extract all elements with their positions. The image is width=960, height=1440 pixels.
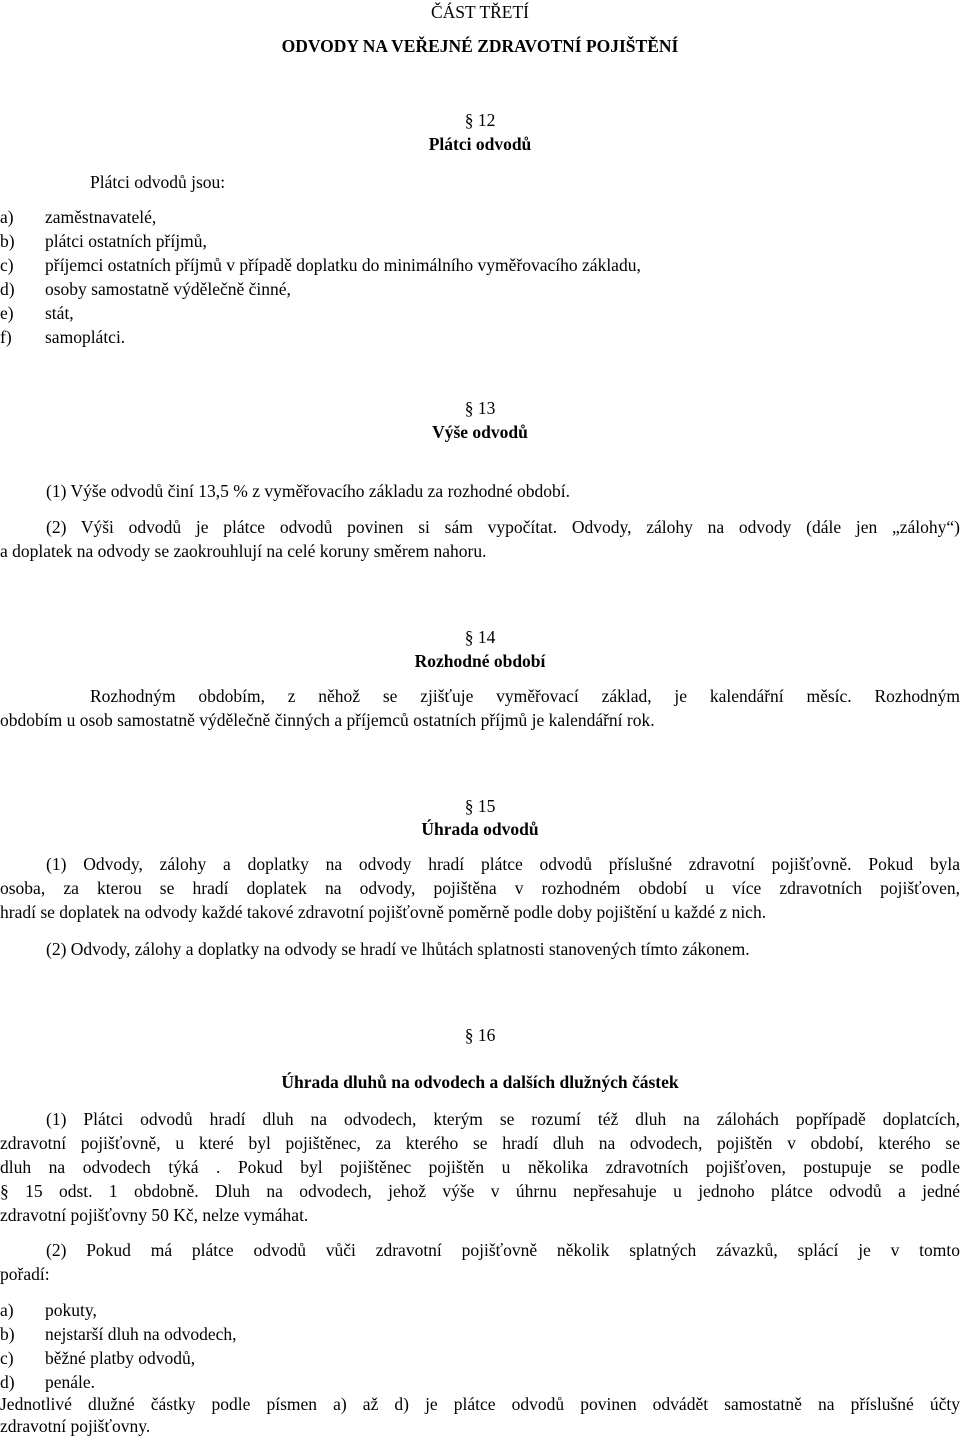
- section-13-number: § 13: [464, 398, 496, 418]
- main-title: ODVODY NA VEŘEJNÉ ZDRAVOTNÍ POJIŠTĚNÍ: [281, 36, 679, 56]
- section-14-line-2: obdobím u osob samostatně výdělečně činných a příjemců ostatních příjmů je kalendářní rok.: [0, 710, 655, 730]
- list-text: samoplátci.: [45, 327, 126, 347]
- list-marker: a): [0, 207, 14, 227]
- section-16-paragraph-1-line-2: zdravotní pojišťovně, u které byl pojištěnec, za kterého se hradí dluh na odvodech, pojištěn v období, kterého se: [0, 1133, 960, 1153]
- section-15-paragraph-2: (2) Odvody, zálohy a doplatky na odvody se hradí ve lhůtách splatnosti stanovených tímto zákonem.: [46, 939, 750, 959]
- list-marker: b): [0, 1324, 15, 1344]
- list-text: příjemci ostatních příjmů v případě doplatku do minimálního vyměřovacího základu,: [45, 255, 641, 275]
- section-14-number: § 14: [464, 627, 496, 647]
- list-text: plátci ostatních příjmů,: [45, 231, 207, 251]
- section-16-paragraph-1-line-4: § 15 odst. 1 obdobně. Dluh na odvodech, jehož výše v úhrnu nepřesahuje u jednoho plátce odvodů a jedné: [0, 1181, 960, 1201]
- section-12-number: § 12: [464, 110, 496, 130]
- section-14-title: Rozhodné období: [414, 651, 546, 671]
- section-15-paragraph-1-line-1: (1) Odvody, zálohy a doplatky na odvody hradí plátce odvodů příslušné zdravotní pojišťovně. Pokud byla: [46, 854, 960, 874]
- list-marker: f): [0, 327, 12, 347]
- section-16-paragraph-2-line-2: pořadí:: [0, 1264, 50, 1284]
- section-16-closing-line-2: zdravotní pojišťovny.: [0, 1416, 151, 1436]
- list-marker: d): [0, 279, 15, 299]
- list-marker: c): [0, 1348, 14, 1368]
- list-text: běžné platby odvodů,: [45, 1348, 196, 1368]
- section-12-intro: Plátci odvodů jsou:: [90, 172, 226, 192]
- section-13-title: Výše odvodů: [432, 422, 528, 442]
- list-marker: c): [0, 255, 14, 275]
- list-text: nejstarší dluh na odvodech,: [45, 1324, 237, 1344]
- section-16-title: Úhrada dluhů na odvodech a dalších dlužných částek: [281, 1072, 679, 1092]
- section-15-paragraph-1-line-3: hradí se doplatek na odvody každé takové zdravotní pojišťovně poměrně podle doby pojištění u každé z nich.: [0, 902, 767, 922]
- part-title: ČÁST TŘETÍ: [430, 2, 530, 22]
- section-13-paragraph-2-line-2: a doplatek na odvody se zaokrouhlují na celé koruny směrem nahoru.: [0, 541, 487, 561]
- list-text: pokuty,: [45, 1300, 97, 1320]
- section-16-number: § 16: [464, 1025, 496, 1045]
- list-text: zaměstnavatelé,: [45, 207, 157, 227]
- section-16-paragraph-1-line-3: dluh na odvodech týká . Pokud byl pojištěnec pojištěn u několika zdravotních pojišťoven, postupuje se podle: [0, 1157, 960, 1177]
- section-15-number: § 15: [464, 796, 496, 816]
- list-text: osoby samostatně výdělečně činné,: [45, 279, 291, 299]
- section-14-line-1: Rozhodným obdobím, z něhož se zjišťuje vyměřovací základ, je kalendářní měsíc. Rozhodným: [90, 686, 960, 706]
- list-marker: d): [0, 1372, 15, 1392]
- section-16-closing-line-1: Jednotlivé dlužné částky podle písmen a) až d) je plátce odvodů povinen odvádět samostatně na příslušné účty: [0, 1394, 960, 1414]
- list-marker: a): [0, 1300, 14, 1320]
- section-16-paragraph-1-line-1: (1) Plátci odvodů hradí dluh na odvodech, kterým se rozumí též dluh na zálohách popřípadě doplatcích,: [46, 1109, 960, 1129]
- list-text: penále.: [45, 1372, 96, 1392]
- list-marker: b): [0, 231, 15, 251]
- section-13-paragraph-2-line-1: (2) Výši odvodů je plátce odvodů povinen si sám vypočítat. Odvody, zálohy na odvody (dále jen „zálohy“): [46, 517, 960, 537]
- list-text: stát,: [45, 303, 74, 323]
- section-16-paragraph-2-line-1: (2) Pokud má plátce odvodů vůči zdravotní pojišťovně několik splatných závazků, splácí je v tomto: [46, 1240, 960, 1260]
- list-marker: e): [0, 303, 14, 323]
- section-12-title: Plátci odvodů: [428, 134, 532, 154]
- section-16-paragraph-1-line-5: zdravotní pojišťovny 50 Kč, nelze vymáhat.: [0, 1205, 309, 1225]
- section-15-title: Úhrada odvodů: [421, 819, 539, 839]
- section-13-paragraph-1: (1) Výše odvodů činí 13,5 % z vyměřovacího základu za rozhodné období.: [46, 481, 571, 501]
- section-15-paragraph-1-line-2: osoba, za kterou se hradí doplatek na odvody, pojištěna v rozhodném období u více zdravotních pojišťoven,: [0, 878, 960, 898]
